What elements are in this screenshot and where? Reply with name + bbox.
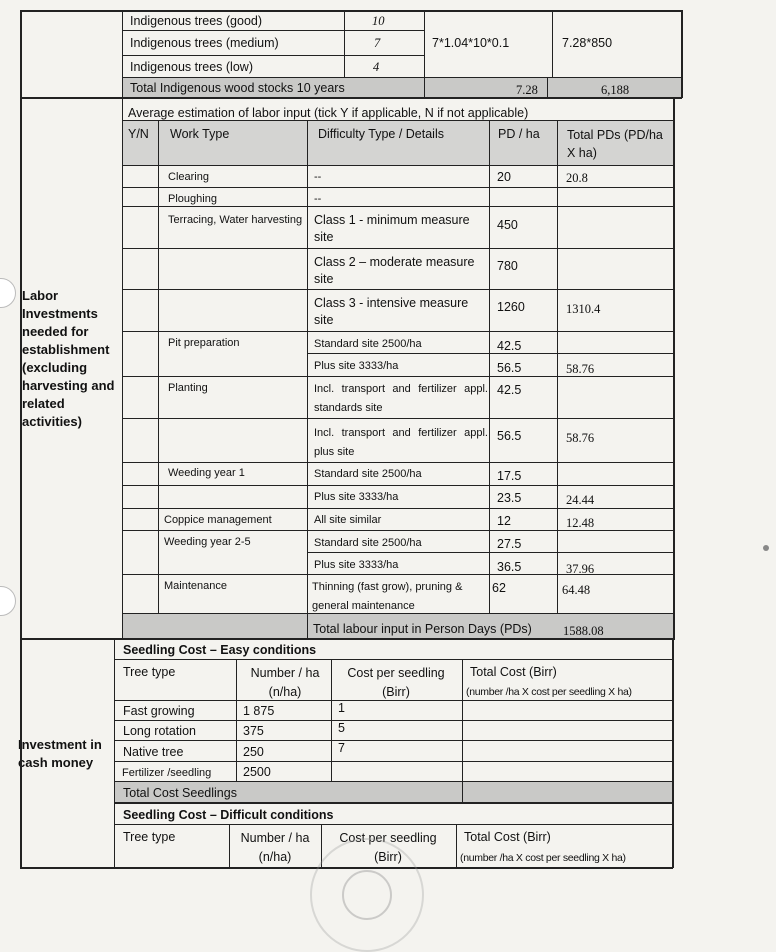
pd-value: 23.5 (497, 491, 522, 505)
rule (114, 700, 673, 701)
labor-total-value: 1588.08 (563, 624, 604, 638)
wood-total-value: 7.28 (516, 83, 538, 97)
easy-tree-type: Fast growing (123, 704, 195, 718)
rule (122, 206, 674, 207)
rule (122, 289, 674, 290)
rule (122, 462, 674, 463)
difficulty-detail: Standard site 2500/ha (314, 468, 422, 480)
wood-row-num: 7 (374, 36, 381, 50)
wood-row-label: Indigenous trees (good) (130, 14, 263, 28)
rule (489, 121, 490, 614)
total-pd-value: 58.76 (566, 362, 595, 376)
pd-value: 27.5 (497, 537, 522, 551)
total-pd-value: 37.96 (566, 562, 595, 576)
col-header-yn: Y/N (128, 127, 149, 141)
work-type: Coppice management (164, 514, 272, 526)
easy-tree-type: Fertilizer /seedling (122, 767, 212, 779)
easy-total-label: Total Cost Seedlings (123, 786, 237, 800)
difficulty-detail: Incl. transport and fertilizer appl. standards site (314, 383, 488, 414)
easy-number: 250 (243, 745, 264, 759)
rule (681, 10, 683, 98)
rule (122, 574, 674, 575)
easy-cost: 7 (338, 741, 345, 755)
rule (122, 55, 424, 56)
punch-hole-icon (0, 278, 16, 308)
rule (20, 638, 675, 640)
labor-intro: Average estimation of labor input (tick Y if applicable, N if not applicable) (128, 106, 529, 120)
rule (114, 761, 673, 762)
difficulty-detail: Standard site 2500/ha (314, 537, 422, 549)
official-seal-icon (310, 838, 424, 952)
rule (456, 824, 457, 867)
wood-row-label: Indigenous trees (low) (130, 60, 253, 74)
pd-value: 36.5 (497, 560, 522, 574)
easy-title: Seedling Cost – Easy conditions (123, 643, 317, 657)
total-pd-value: 64.48 (562, 583, 591, 597)
work-type: Ploughing (168, 193, 217, 205)
rule (122, 187, 674, 188)
rule (122, 418, 674, 419)
difficulty-detail: -- (314, 171, 322, 183)
easy-header-total: Total Cost (Birr) (470, 665, 557, 679)
difficulty-detail: Incl. transport and fertilizer appl. plus site (314, 427, 488, 458)
rule (236, 659, 237, 782)
rule (20, 10, 682, 12)
rule (122, 165, 674, 166)
rule (331, 659, 332, 782)
work-type: Maintenance (164, 580, 227, 592)
wood-row-num: 10 (372, 14, 385, 28)
rule (229, 824, 230, 867)
labor-total-label: Total labour input in Person Days (PDs) (313, 622, 532, 636)
difficulty-detail: Plus site 3333/ha (314, 559, 399, 571)
rule (114, 720, 673, 721)
rule (114, 659, 673, 660)
work-type: Pit preparation (168, 337, 240, 349)
rule (673, 98, 675, 639)
difficulty-detail: Class 1 - minimum measure site (314, 213, 470, 244)
pd-value: 56.5 (497, 361, 522, 375)
difficult-header-total-sub: (number /ha X cost per seedling X ha) (460, 852, 626, 864)
col-header-pd: PD / ha (498, 127, 540, 141)
pd-value: 1260 (497, 300, 525, 314)
rule (122, 485, 674, 486)
scan-speck (763, 545, 769, 551)
easy-header-num: Number / ha (n/ha) (250, 666, 320, 699)
pd-value: 17.5 (497, 469, 522, 483)
labor-section-label: Labor Investments needed for establishment (excluding harvesting and related activities) (22, 288, 115, 429)
easy-cost: 1 (338, 701, 345, 715)
wood-row-num: 4 (373, 60, 380, 74)
rule (122, 331, 674, 332)
rule (307, 121, 308, 639)
pd-value: 42.5 (497, 383, 522, 397)
wood-row-label: Indigenous trees (medium) (130, 36, 279, 50)
work-type: Weeding year 1 (168, 467, 245, 479)
total-pd-value: 24.44 (566, 493, 595, 507)
easy-header-type: Tree type (123, 665, 176, 679)
rule (424, 10, 425, 98)
pd-value: 62 (492, 581, 506, 595)
work-type: Terracing, Water harvesting (168, 214, 303, 226)
difficult-header-cost: Cost per seedling (Birr) (339, 831, 437, 864)
wood-row-calc: 7*1.04*10*0.1 (432, 36, 510, 50)
pd-value: 20 (497, 170, 511, 184)
difficulty-detail: Class 2 – moderate measure site (314, 255, 475, 286)
rule (122, 30, 424, 31)
difficulty-detail: Class 3 - intensive measure site (314, 296, 469, 327)
pd-value: 450 (497, 218, 518, 232)
easy-number: 1 875 (243, 704, 275, 718)
difficulty-detail: All site similar (314, 514, 382, 526)
rule (557, 121, 558, 614)
work-type: Clearing (168, 171, 209, 183)
easy-number: 375 (243, 724, 264, 738)
col-header-work: Work Type (170, 127, 230, 141)
difficulty-detail: -- (314, 193, 322, 205)
rule (114, 824, 673, 825)
difficulty-detail: Standard site 2500/ha (314, 338, 422, 350)
rule (122, 508, 674, 509)
rule (122, 530, 674, 531)
difficult-header-type: Tree type (123, 830, 176, 844)
work-type: Planting (168, 382, 208, 394)
cash-section-label: Investment in cash money (18, 737, 102, 770)
easy-number: 2500 (243, 765, 271, 779)
easy-header-cost: Cost per seedling (Birr) (347, 666, 445, 699)
col-header-difficulty: Difficulty Type / Details (318, 127, 444, 141)
rule (308, 552, 674, 553)
rule (114, 740, 673, 741)
rule (552, 10, 553, 78)
rule (20, 97, 682, 99)
difficult-title: Seedling Cost – Difficult conditions (123, 808, 334, 822)
difficulty-detail: Plus site 3333/ha (314, 491, 399, 503)
total-pd-value: 20.8 (566, 171, 588, 185)
rule (344, 10, 345, 78)
easy-cost: 5 (338, 721, 345, 735)
rule (308, 353, 674, 354)
rule (122, 376, 674, 377)
rule (547, 78, 548, 98)
rule (114, 639, 115, 868)
easy-header-total-sub: (number /ha X cost per seedling X ha) (466, 686, 632, 698)
rule (462, 659, 463, 803)
wood-total-label: Total Indigenous wood stocks 10 years (130, 81, 345, 95)
wood-total-amount: 6,188 (601, 83, 630, 97)
col-header-total: Total PDs (PD/ha X ha) (567, 128, 663, 160)
total-pd-value: 58.76 (566, 431, 595, 445)
pd-value: 42.5 (497, 339, 522, 353)
punch-hole-icon (0, 586, 16, 616)
rule (672, 639, 674, 868)
easy-tree-type: Long rotation (123, 724, 196, 738)
difficulty-detail: Thinning (fast grow), pruning & general maintenance (312, 581, 463, 612)
pd-value: 56.5 (497, 429, 522, 443)
difficult-header-total: Total Cost (Birr) (464, 830, 551, 844)
work-type: Weeding year 2-5 (164, 536, 251, 548)
rule (122, 10, 123, 98)
rule (114, 802, 673, 804)
difficult-header-num: Number / ha (n/ha) (240, 831, 310, 864)
pd-value: 12 (497, 514, 511, 528)
easy-tree-type: Native tree (123, 745, 184, 759)
pd-value: 780 (497, 259, 518, 273)
total-pd-value: 1310.4 (566, 302, 601, 316)
total-pd-value: 12.48 (566, 516, 595, 530)
rule (122, 248, 674, 249)
rule (20, 10, 22, 868)
difficulty-detail: Plus site 3333/ha (314, 360, 399, 372)
rule (158, 121, 159, 614)
rule (122, 98, 123, 639)
wood-row-total: 7.28*850 (562, 36, 613, 50)
